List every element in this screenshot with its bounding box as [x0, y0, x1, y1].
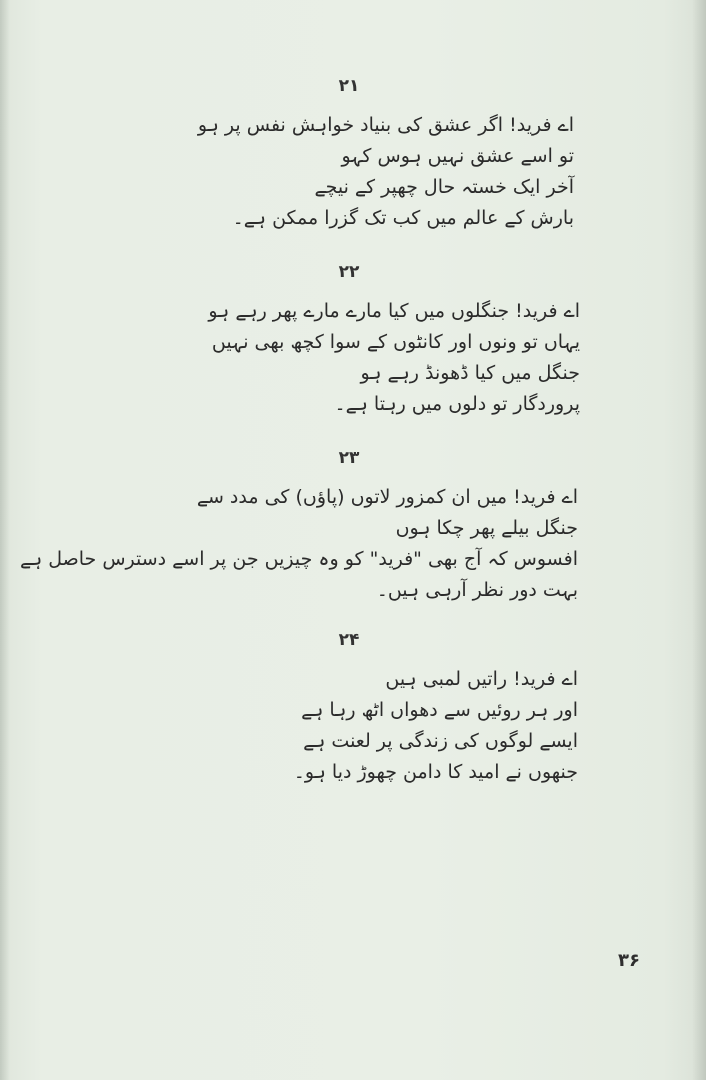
poem-line: افسوس کہ آج بھی "فرید" کو وہ چیزیں جن پر اسے دسترس حاصل ہے: [19, 548, 578, 570]
poem-line: جنگل میں کیا ڈھونڈ رہے ہو: [360, 362, 580, 384]
poem-number: ۲۱: [338, 76, 360, 96]
page-number: ۳۶: [618, 950, 640, 971]
poem-line: آخر ایک خستہ حال چھپر کے نیچے: [314, 176, 574, 198]
poem-lines: [0, 664, 706, 788]
poem-line: تو اسے عشق نہیں ہوس کہو: [341, 145, 574, 167]
poem-22: [0, 262, 706, 420]
poem-line: اے فرید! جنگلوں میں کیا مارے مارے پھر رہے ہو: [208, 300, 580, 322]
poem-line: بارش کے عالم میں کب تک گزرا ممکن ہے۔: [232, 207, 574, 229]
poem-number: ۲۳: [338, 448, 360, 468]
poem-24: [0, 630, 706, 788]
poem-line: اے فرید! میں ان کمزور لاتوں (پاؤں) کی مدد سے: [196, 486, 578, 508]
poem-lines: [0, 296, 706, 420]
poem-line: جنگل بیلے پھر چکا ہوں: [395, 517, 578, 539]
poem-number: ۲۴: [338, 630, 360, 650]
poem-lines: [0, 110, 706, 234]
poem-lines: [0, 482, 706, 606]
poem-line: یہاں تو ونوں اور کانٹوں کے سوا کچھ بھی نہیں: [211, 331, 580, 353]
poem-21: [0, 76, 706, 234]
poem-line: پروردگار تو دلوں میں رہتا ہے۔: [334, 393, 580, 415]
poem-line: اے فرید! راتیں لمبی ہیں: [385, 668, 578, 690]
poem-line: اے فرید! اگر عشق کی بنیاد خواہش نفس پر ہو: [197, 114, 574, 136]
poem-line: جنھوں نے امید کا دامن چھوڑ دیا ہو۔: [293, 761, 578, 783]
poem-line: ایسے لوگوں کی زندگی پر لعنت ہے: [303, 730, 578, 752]
poem-number: ۲۲: [338, 262, 360, 282]
poem-line: بہت دور نظر آرہی ہیں۔: [376, 579, 578, 601]
poem-23: [0, 448, 706, 606]
poem-line: اور ہر روئیں سے دھواں اٹھ رہا ہے: [301, 699, 578, 721]
